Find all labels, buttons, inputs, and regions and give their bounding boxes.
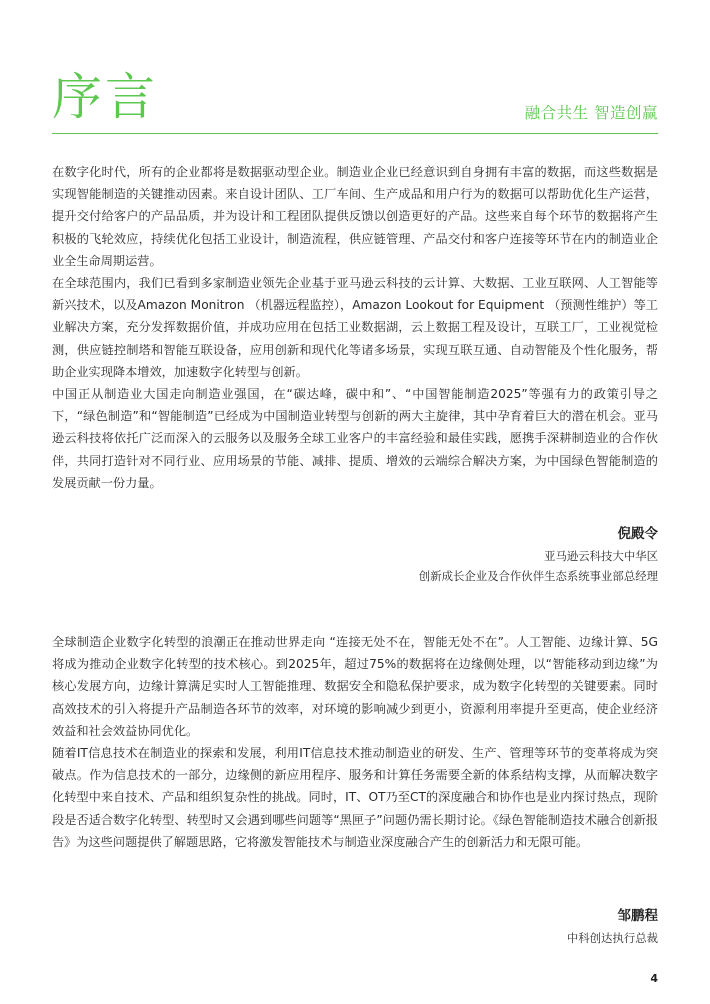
- preface-section-2: [52, 631, 658, 853]
- paragraph: 在数字化时代，所有的企业都将是数据驱动型企业。制造业企业已经意识到自身拥有丰富的数据，而这些数据是实现智能制造的关键推动因素。来自设计团队、工厂车间、生产成品和用户行为的数据可以帮助优化生产运营，提升交付给客户的产品品质，并为设计和工程团队提供反馈以创造更好的产品。这些来自每个环节的数据将产生积极的飞轮效应，持续优化包括工业设计，制造流程，供应链管理、产品交付和客户连接等环节在内的制造业企业全生命周期运营。: [52, 165, 658, 268]
- signatory-name: 邹鹏程: [617, 908, 658, 924]
- header-divider: [52, 133, 658, 134]
- paragraph: 中国正从制造业大国走向制造业强国，在“碳达峰，碳中和”、“中国智能制造2025”等强有力的政策引导之下，“绿色制造”和“智能制造”已经成为中国制造业转型与创新的两大主旋律，其中孕育着巨大的潜在机会。亚马逊云科技将依托广泛而深入的云服务以及服务全球工业客户的丰富经验和最佳实践，愿携手深耕制造业的合作伙伴，共同打造针对不同行业、应用场景的节能、减排、提质、增效的云端综合解决方案，为中国绿色智能制造的发展贡献一份力量。: [52, 387, 658, 490]
- signature-block-2: [258, 906, 658, 948]
- page-title: 序言: [52, 68, 158, 126]
- paragraph: 全球制造企业数字化转型的浪潮正在推动世界走向 “连接无处不在，智能无处不在”。人工智能、边缘计算、5G将成为推动企业数字化转型的技术核心。到2025年，超过75%的数据将在边缘侧处理，以“智能移动到边缘”为核心发展方向，边缘计算满足实时人工智能推理、数据安全和隐私保护要求，成为数字化转型的关键要素。同时高效技术的引入将提升产品制造各环节的效率，对环境的影响减少到更小，资源利用率提升至更高，使企业经济效益和社会效益协同优化。: [52, 635, 658, 738]
- signatory-title: 中科创达执行总裁: [566, 931, 658, 945]
- paragraph: 随着IT信息技术在制造业的探索和发展，利用IT信息技术推动制造业的研发、生产、管理等环节的变革将成为突破点。作为信息技术的一部分，边缘侧的新应用程序、服务和计算任务需要全新的体系结构支撑，从而解决数字化转型中来自技术、产品和组织复杂性的挑战。同时，IT、OT乃至CT的深度融合和协作也是业内探讨热点，现阶段是否适合数字化转型、转型时又会遇到哪些问题等“黑匣子”问题仍需长期讨论。《绿色智能制造技术融合创新报告》为这些问题提供了解题思路，它将激发智能技术与制造业深度融合产生的创新活力和无限可能。: [52, 746, 658, 849]
- signatory-title: 创新成长企业及合作伙伴生态系统事业部总经理: [418, 569, 658, 583]
- signatory-name: 倪殿令: [617, 526, 658, 542]
- paragraph: 在全球范围内，我们已看到多家制造业领先企业基于亚马逊云科技的云计算、大数据、工业互联网、人工智能等新兴技术，以及Amazon Monitron （机器远程监控），Amazon Lookout for Equipment （预测性维护）等工业解决方案，充分发挥数据价值，并成功应用在包括工业数据湖，云上数据工程及设计，互联工厂，工业视觉检测，供应链控制塔和智能互联设备，应用创新和现代化等诸多场景，实现互联互通、自动智能及个性化服务，帮助企业实现降本增效，加速数字化转型与创新。: [52, 276, 658, 379]
- page-subtitle: 融合共生 智造创赢: [524, 104, 658, 122]
- signature-block-1: [258, 524, 658, 586]
- page-number: 4: [650, 972, 658, 985]
- signatory-organization: 亚马逊云科技大中华区: [544, 549, 658, 563]
- preface-section-1: [52, 161, 658, 494]
